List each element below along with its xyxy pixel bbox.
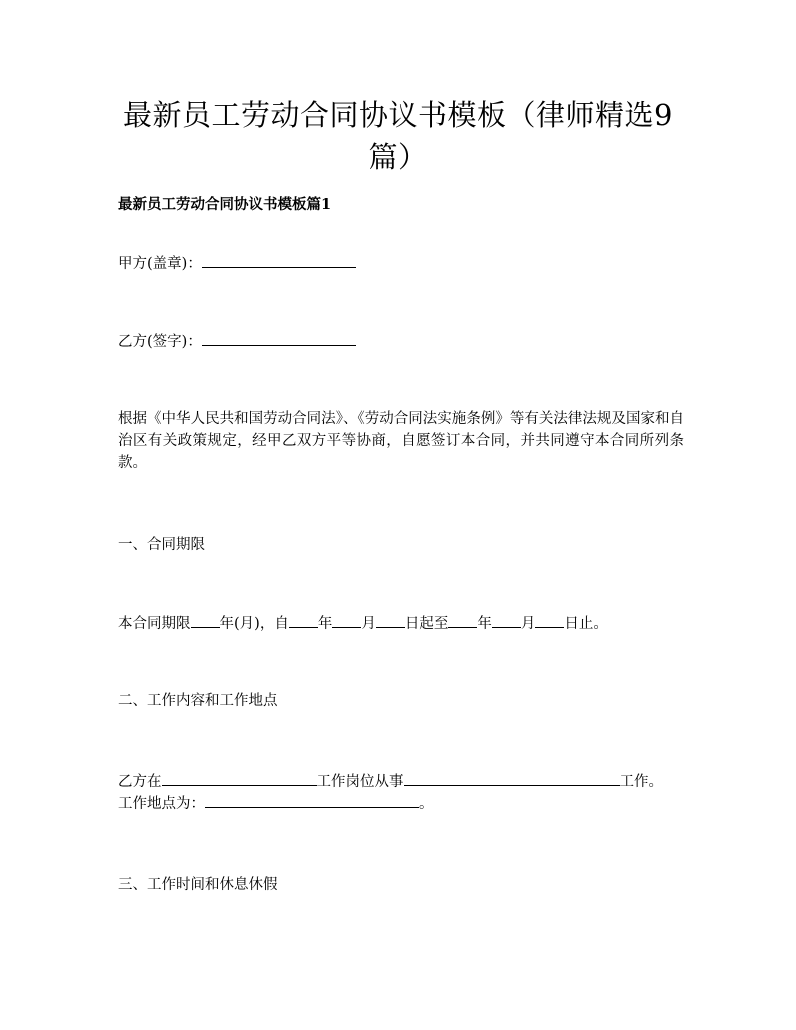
section3-heading: 三、工作时间和休息休假 [118, 877, 278, 893]
term-blank-end-year [448, 612, 477, 628]
party-b-blank [202, 330, 356, 346]
term-text-6: 年 [477, 616, 492, 632]
party-a-blank [202, 252, 356, 268]
party-b-line [118, 330, 356, 353]
party-a-label: 甲方(盖章)： [118, 256, 202, 272]
term-text-8: 日止。 [564, 616, 608, 632]
term-text-7: 月 [520, 616, 536, 632]
term-text-5: 日起至 [404, 616, 449, 632]
preamble-paragraph: 根据《中华人民共和国劳动合同法》、《劳动合同法实施条例》等有关法律法规及国家和自治区有关政策规定，经甲乙双方平等协商，自愿签订本合同，并共同遵守本合同所列条款。 [118, 411, 684, 471]
term-line [118, 612, 608, 635]
work-place-blank [205, 792, 419, 808]
term-blank-end-month [492, 612, 521, 628]
work-text-2: 工作岗位从事 [316, 774, 404, 790]
section2-heading: 二、工作内容和工作地点 [118, 693, 278, 709]
work-text-3: 工作。 [619, 774, 663, 790]
work-place-line [118, 792, 434, 815]
term-blank-duration [191, 612, 220, 628]
term-blank-end-day [535, 612, 564, 628]
party-b-label: 乙方(签字)： [118, 334, 202, 350]
document-title: 最新员工劳动合同协议书模板（律师精选9篇） [123, 98, 673, 174]
term-blank-start-day [376, 612, 405, 628]
section-subtitle: 最新员工劳动合同协议书模板篇1 [118, 196, 332, 213]
work-place-label: 工作地点为： [118, 796, 205, 812]
work-blank-job [404, 770, 620, 786]
term-text-3: 年 [317, 616, 333, 632]
work-blank-department [162, 770, 317, 786]
term-blank-start-month [332, 612, 361, 628]
work-text-1: 乙方在 [118, 774, 162, 790]
term-text-1: 本合同期限 [118, 616, 191, 632]
work-line [118, 770, 663, 793]
term-blank-start-year [289, 612, 318, 628]
term-text-4: 月 [361, 616, 376, 632]
party-a-line [118, 252, 356, 275]
work-place-end: 。 [419, 796, 434, 812]
term-text-2: 年(月)，自 [219, 616, 289, 632]
section1-heading: 一、合同期限 [118, 537, 205, 553]
